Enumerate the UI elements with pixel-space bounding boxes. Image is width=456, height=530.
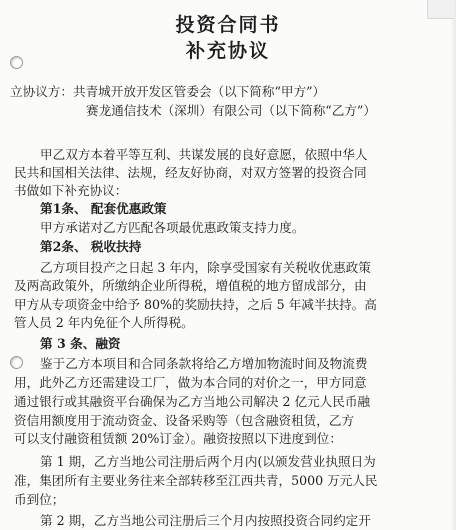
- punch-hole-bottom: [10, 356, 23, 369]
- article-3-text: 第 2 期，乙方当地公司注册后三个月内按照投资合同约定开: [40, 513, 371, 528]
- party-a-line: 立协议方：共青城开放开发区管委会（以下简称“甲方”）: [10, 84, 326, 99]
- party-b-line: 赛龙通信技术（深圳）有限公司（以下简称“乙方”）: [86, 103, 376, 118]
- article-2-text: 及两高政策外，所缴纳企业所得税，增值税的地方留成部分，由: [14, 278, 367, 293]
- article-3-text: 第 1 期，乙方当地公司注册后两个月内(以颁发营业执照日为: [40, 454, 376, 469]
- preamble-line: 书做如下补充协议：: [14, 183, 128, 198]
- document-title: 投资合同书: [175, 14, 281, 36]
- article-3-text: 资信用额度用于流动资金、设备采购等（包含融资租赁，乙方: [14, 413, 355, 428]
- article-3-text: 可以支付融资租赁额 20%订金）。融资按照以下进度到位：: [14, 431, 342, 446]
- article-2-heading: 第2条、 税收扶持: [40, 239, 142, 254]
- article-1-heading: 第1条、 配套优惠政策: [40, 201, 167, 216]
- page-edge-shadow: [450, 0, 456, 530]
- article-3-text: 准，集团所有主要业务往来全部转移至江西共青，5000 万元人民: [14, 473, 378, 488]
- article-2-text: 乙方项目投产之日起 3 年内，除享受国家有关税收优惠政策: [40, 260, 371, 275]
- article-3-heading: 第 3 条、融资: [40, 336, 121, 351]
- article-2-text: 管人员 2 年内免征个人所得税。: [14, 315, 194, 330]
- article-3-text: 鉴于乙方本项目和合同条款将给乙方增加物流时间及物流费: [40, 356, 368, 371]
- preamble-line: 甲乙双方本着平等互利、共谋发展的良好意愿，依照中华人: [40, 147, 368, 162]
- article-3-text: 通过银行或其融资平台确保为乙方当地公司解决 2 亿元人民币融: [14, 394, 371, 409]
- article-3-text: 币到位；: [14, 492, 65, 507]
- article-2-text: 甲方从专项资金中给予 80%的奖励扶持，之后 5 年减半扶持。高: [14, 297, 377, 312]
- document-subtitle: 补充协议: [185, 40, 270, 62]
- article-3-text: 用，此外乙方还需建设工厂，做为本合同的对价之一，甲方同意: [14, 375, 367, 390]
- article-1-text: 甲方承诺对乙方匹配各项最优惠政策支持力度。: [40, 220, 305, 235]
- preamble-line: 民共和国相关法律、法规，经友好协商，对双方签署的投资合同: [14, 165, 367, 180]
